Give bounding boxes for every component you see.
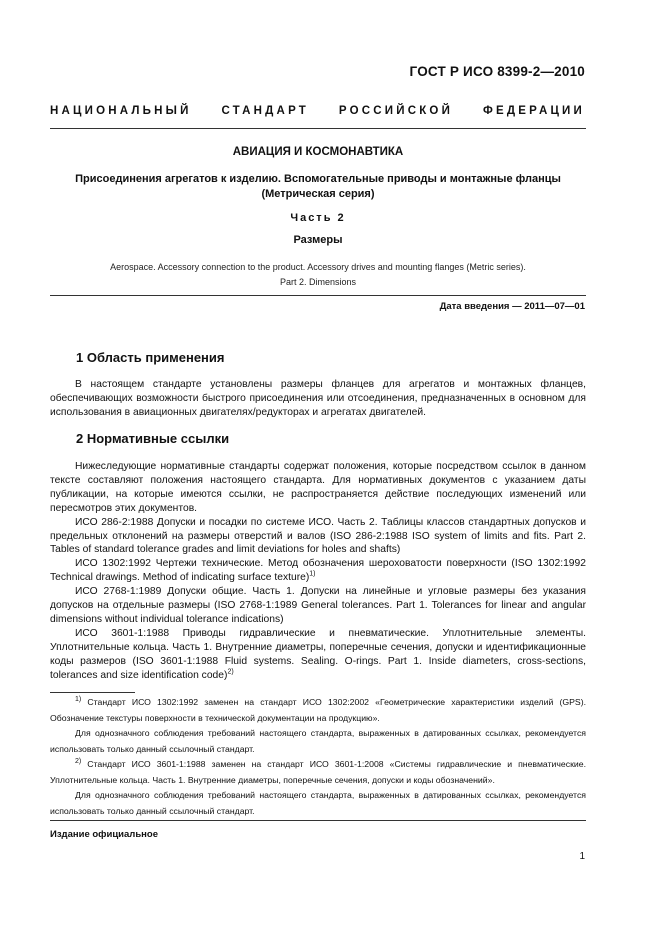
edition-label: Издание официальное — [50, 829, 158, 840]
title-divider — [50, 295, 586, 296]
footnotes — [50, 695, 586, 819]
english-title — [50, 260, 586, 290]
main-title: АВИАЦИЯ И КОСМОНАВТИКА — [232, 146, 404, 158]
part-name: Размеры — [293, 234, 343, 246]
subtitle-line: Присоединения агрегатов к изделию. Вспомогательные приводы и монтажные фланцы — [75, 173, 561, 185]
subtitle — [50, 172, 586, 201]
footnote-note: Для однозначного соблюдения требований настоящего стандарта, выраженных в датированных ссылках, рекомендуется использовать только данный ссылочный стандарт. — [50, 728, 586, 754]
section-references-text — [50, 460, 586, 683]
english-title-line: Part 2. Dimensions — [279, 277, 357, 287]
footnote-mark: 2) — [75, 758, 82, 766]
footnote-text: Стандарт ИСО 1302:1992 заменен на стандарт ИСО 1302:2002 «Геометрические характеристики изделий (GPS). Обозначение текстуры поверхности в технической документации на продукцию». — [50, 697, 586, 723]
footnote-mark: 1) — [75, 696, 82, 704]
national-standard-banner — [50, 105, 585, 117]
document-number: ГОСТ Р ИСО 8399-2—2010 — [409, 64, 585, 79]
section-heading-references: 2 Нормативные ссылки — [76, 431, 230, 446]
banner-word: НАЦИОНАЛЬНЫЙ — [50, 105, 192, 117]
paragraph: В настоящем стандарте установлены размеры фланцев для агрегатов и монтажных фланцев, обеспечивающих возможности быстрого присоединения или отсоединения, предназначенных в основном для использования в авиационных двигателях/редукторах и агрегатах двигателей. — [50, 379, 586, 418]
english-title-line: Aerospace. Accessory connection to the product. Accessory drives and mounting flanges (Metric series). — [110, 262, 526, 272]
footnote-mark: 1) — [309, 570, 316, 578]
reference-item: ИСО 2768-1:1989 Допуски общие. Часть 1. Допуски на линейные и угловые размеры без указания допусков на отдельные размеры (ISO 2768-1:1989 General tolerances. Part 1. Tolerances for linear and angular dimensions without individual tolerance indications) — [50, 586, 586, 625]
footnote-note: Для однозначного соблюдения требований настоящего стандарта, выраженных в датированных ссылках, рекомендуется использовать только данный ссылочный стандарт. — [50, 790, 586, 816]
footnote-mark: 2) — [227, 668, 234, 676]
paragraph: Нижеследующие нормативные стандарты содержат положения, которые посредством ссылок в данном тексте составляют положения настоящего стандарта. Для нормативных документов с указанием даты публикации, на которые имеются ссылки, не распространяется действие последующих изменений или пересмотров этих документов. — [50, 461, 586, 514]
page-number: 1 — [579, 851, 585, 862]
reference-text: ИСО 1302:1992 Чертежи технические. Метод обозначения шероховатости поверхности (ISO 1302:1992 Technical drawings. Method of indicating surface texture) — [50, 558, 586, 584]
banner-word: РОССИЙСКОЙ — [338, 105, 454, 117]
reference-item — [50, 627, 586, 683]
part-label: Часть 2 — [290, 212, 346, 224]
footnote — [50, 695, 586, 726]
footnote — [50, 757, 586, 788]
banner-word: ФЕДЕРАЦИИ — [482, 105, 585, 117]
bottom-divider — [50, 820, 586, 821]
introduction-date: Дата введения — 2011—07—01 — [439, 301, 585, 312]
reference-item — [50, 557, 586, 585]
top-divider — [50, 128, 586, 129]
section-heading-scope: 1 Область применения — [76, 350, 225, 365]
footnote-divider — [50, 692, 135, 693]
footnote-text: Стандарт ИСО 3601-1:1988 заменен на стандарт ИСО 3601-1:2008 «Системы гидравлические и пневматические. Уплотнительные кольца. Часть 1. Внутренние диаметры, поперечные сечения, допуски и коды обозначений». — [50, 759, 586, 785]
section-scope-text — [50, 378, 586, 420]
subtitle-line: (Метрическая серия) — [261, 187, 375, 200]
banner-word: СТАНДАРТ — [221, 105, 310, 117]
reference-item: ИСО 286-2:1988 Допуски и посадки по системе ИСО. Часть 2. Таблицы классов стандартных допусков и предельных отклонений на размеры отверстий и валов (ISO 286-2:1988 ISO system of limits and fits. Part 2. Tables of standard tolerance grades and limit deviations for holes and shafts) — [50, 516, 586, 556]
reference-text: ИСО 3601-1:1988 Приводы гидравлические и пневматические. Уплотнительные элементы. Уплотнительные кольца. Часть 1. Внутренние диаметры, поперечные сечения, допуски и идентификационные коды размеров (ISO 3601-1:1988 Fluid systems. Sealing. O-rings. Part 1. Inside diameters, cross-sections, tolerances and size identification code) — [50, 627, 586, 681]
